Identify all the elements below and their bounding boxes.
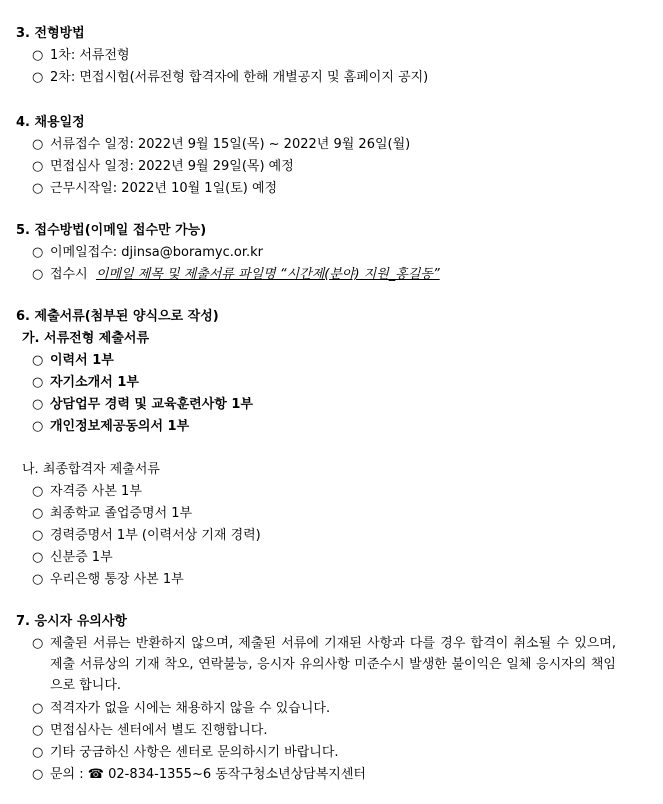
list-item: ○ 1차: 서류전형 (32, 46, 130, 66)
circle-bullet-icon: ○ (32, 572, 44, 587)
list-item (32, 633, 622, 696)
list-item: ○ 자격증 사본 1부 (32, 482, 142, 502)
subsection-b-title: 나. 최종합격자 제출서류 (22, 462, 160, 477)
section-7-title: 7. 응시자 유의사항 (16, 614, 127, 629)
circle-bullet-icon: ○ (32, 181, 44, 196)
list-item (32, 265, 440, 285)
list-item: ○ 개인정보제공동의서 1부 (32, 417, 189, 437)
circle-bullet-icon: ○ (32, 245, 44, 260)
apply-instruction: 이메일 제목 및 제출서류 파일명 “시간제(분야) 지원_홍길동” (95, 267, 440, 282)
circle-bullet-icon: ○ (32, 723, 44, 738)
list-item: ○ 근무시작일: 2022년 10월 1일(토) 예정 (32, 179, 277, 199)
circle-bullet-icon: ○ (32, 528, 44, 543)
circle-bullet-icon: ○ (32, 506, 44, 521)
list-item: ○ 이메일접수: djinsa@boramyc.or.kr (32, 243, 263, 263)
circle-bullet-icon: ○ (32, 70, 44, 85)
section-5-title: 5. 접수방법(이메일 접수만 가능) (16, 223, 207, 238)
list-item: ○ 우리은행 통장 사본 1부 (32, 570, 184, 590)
contact-line (32, 765, 366, 785)
circle-bullet-icon: ○ (32, 636, 44, 651)
circle-bullet-icon: ○ (32, 745, 44, 760)
list-item: ○ 자기소개서 1부 (32, 373, 139, 393)
list-item: ○ 최종학교 졸업증명서 1부 (32, 504, 192, 524)
list-item: ○ 기타 궁금하신 사항은 센터로 문의하시기 바랍니다. (32, 743, 339, 763)
circle-bullet-icon: ○ (32, 375, 44, 390)
circle-bullet-icon: ○ (32, 397, 44, 412)
circle-bullet-icon: ○ (32, 419, 44, 434)
section-4-title: 4. 채용일정 (16, 115, 85, 130)
list-item: ○ 2차: 면접시험(서류전형 합격자에 한해 개별공지 및 홈페이지 공지) (32, 68, 428, 88)
list-item: ○ 면접심사 일정: 2022년 9월 29일(목) 예정 (32, 157, 294, 177)
circle-bullet-icon: ○ (32, 701, 44, 716)
list-item: ○ 신분증 1부 (32, 548, 113, 568)
list-item: ○ 적격자가 없을 시에는 채용하지 않을 수 있습니다. (32, 699, 330, 719)
circle-bullet-icon: ○ (32, 137, 44, 152)
contact-value: 02-834-1355~6 동작구청소년상담복지센터 (108, 767, 366, 782)
phone-icon: ☎ (87, 767, 104, 782)
contact-label: 문의 : (50, 767, 84, 782)
circle-bullet-icon: ○ (32, 550, 44, 565)
list-item: ○ 서류접수 일정: 2022년 9월 15일(목) ~ 2022년 9월 26일(월) (32, 135, 410, 155)
subsection-a-title: 가. 서류전형 제출서류 (22, 331, 150, 346)
section-3-title: 3. 전형방법 (16, 26, 85, 41)
circle-bullet-icon: ○ (32, 267, 44, 282)
circle-bullet-icon: ○ (32, 353, 44, 368)
circle-bullet-icon: ○ (32, 159, 44, 174)
list-item: ○ 경력증명서 1부 (이력서상 기재 경력) (32, 526, 261, 546)
notice-text: 제출된 서류는 반환하지 않으며, 제출된 서류에 기재된 사항과 다를 경우 합격이 취소될 수 있으며, 제출 서류상의 기재 착오, 연락불능, 응시자 유의사항 미준수시 발생한 불이익은 일체 응시자의 책임으로 합니다. (50, 636, 616, 693)
list-item: ○ 상담업무 경력 및 교육훈련사항 1부 (32, 395, 253, 415)
circle-bullet-icon: ○ (32, 767, 44, 782)
list-item: ○ 면접심사는 센터에서 별도 진행합니다. (32, 721, 267, 741)
apply-label: 접수시 (50, 267, 88, 282)
list-item: ○ 이력서 1부 (32, 351, 114, 371)
circle-bullet-icon: ○ (32, 484, 44, 499)
circle-bullet-icon: ○ (32, 48, 44, 63)
section-6-title: 6. 제출서류(첨부된 양식으로 작성) (16, 309, 219, 324)
